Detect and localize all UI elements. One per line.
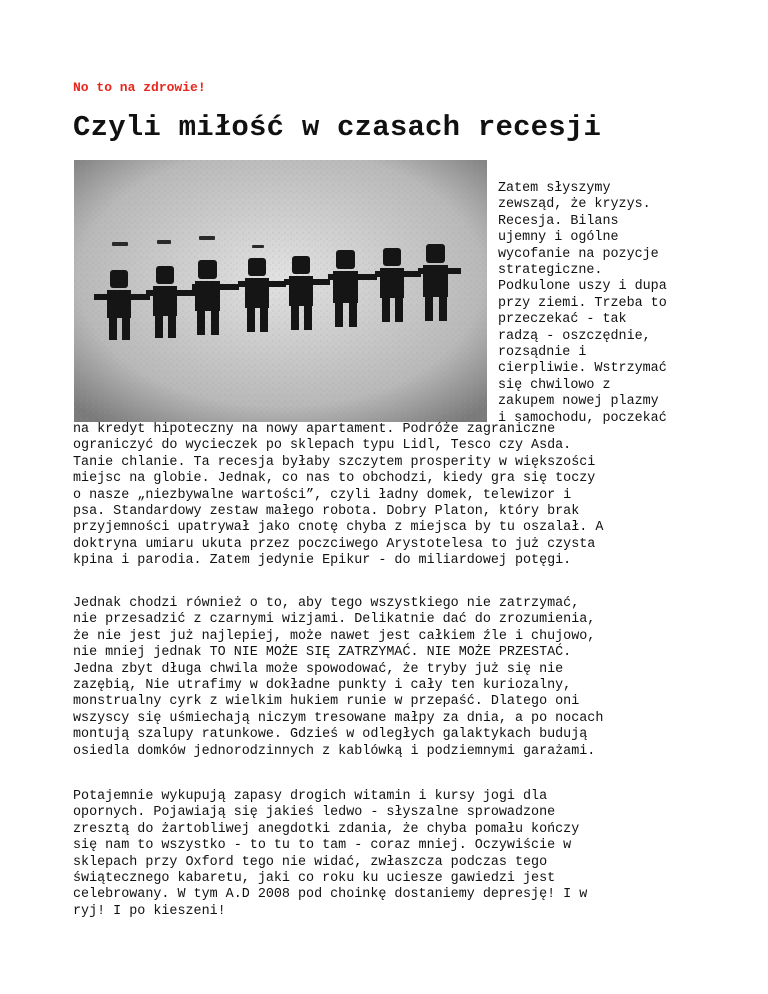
article-title: Czyli miłość w czasach recesji [73,111,602,144]
stencil-figures-image [74,160,487,422]
paragraph-3: Potajemnie wykupują zapasy drogich witamin i kursy jogi dla opornych. Pojawiają się jakieś ledwo - słyszalne sprowadzone zresztą do żartobliwej anegdotki zdania, że chyba pomału kończy się nam to wszystko - to tu to tam - coraz mniej. Oczywiście w sklepach przy Oxford tego nie widać, zwłaszcza podczas tego świątecznego kabaretu, jaki co roku ku uciesze gawiedzi jest celebrowany. W tym A.D 2008 pod choinkę dostaniemy depresję! I w ryj! I po kieszeni! [73,789,588,919]
article-kicker: No to na zdrowie! [73,80,206,95]
paragraph-1-side-text: Zatem słyszymy zewsząd, że kryzys. Recesja. Bilans ujemny i ogólne wycofanie na pozycje strategiczne. Podkulone uszy i dupa przy ziemi. Trzeba to przeczekać - tak radzą - oszczędnie, rozsądnie i cierpliwie. Wstrzymać się chwilowo z zakupem nowej plazmy i samochodu, poczekać [498,181,667,426]
paragraph-2: Jednak chodzi również o to, aby tego wszystkiego nie zatrzymać, nie przesadzić z czarnymi wizjami. Delikatnie dać do zrozumienia, że nie jest już najlepiej, może nawet jest całkiem źle i chujowo, nie mniej jednak TO NIE MOŻE SIĘ ZATRZYMAĆ. NIE MOŻE PRZESTAĆ. Jedna zbyt długa chwila może spowodować, że tryby już się nie zazębią, Nie utrafimy w dokładne punkty i cały ten kuriozalny, monstrualny cyrk z wielkim hukiem runie w przepaść. Dlatego oni wszyscy się uśmiechają niczym tresowane małpy za dnia, a po nocach montują szalupy ratunkowe. Gdzieś w odległych galaktykach budują osiedla domków jednorodzinnych z kablówką i podziemnymi garażami. [73,596,604,759]
stencil-figures-icon [74,160,487,422]
paragraph-1-continued: na kredyt hipoteczny na nowy apartament. Podróże zagraniczne ograniczyć do wycieczek po sklepach typu Lidl, Tesco czy Asda. Tanie chlanie. Ta recesja byłaby szczytem prosperity w większości miejsc na globie. Jednak, co nas to obchodzi, kiedy gra się toczy o nasze „niezbywalne wartości”, czyli ładny domek, telewizor i psa. Standardowy zestaw małego robota. Dobry Platon, który brak przyjemności upatrywał jako cnotę chyba z miejsca by tu oszalał. A doktryna umiaru ukuta przez poczciwego Arystotelesa to już czysta kpina i parodia. Zatem jedynie Epikur - do miliardowej potęgi. [73,422,604,569]
